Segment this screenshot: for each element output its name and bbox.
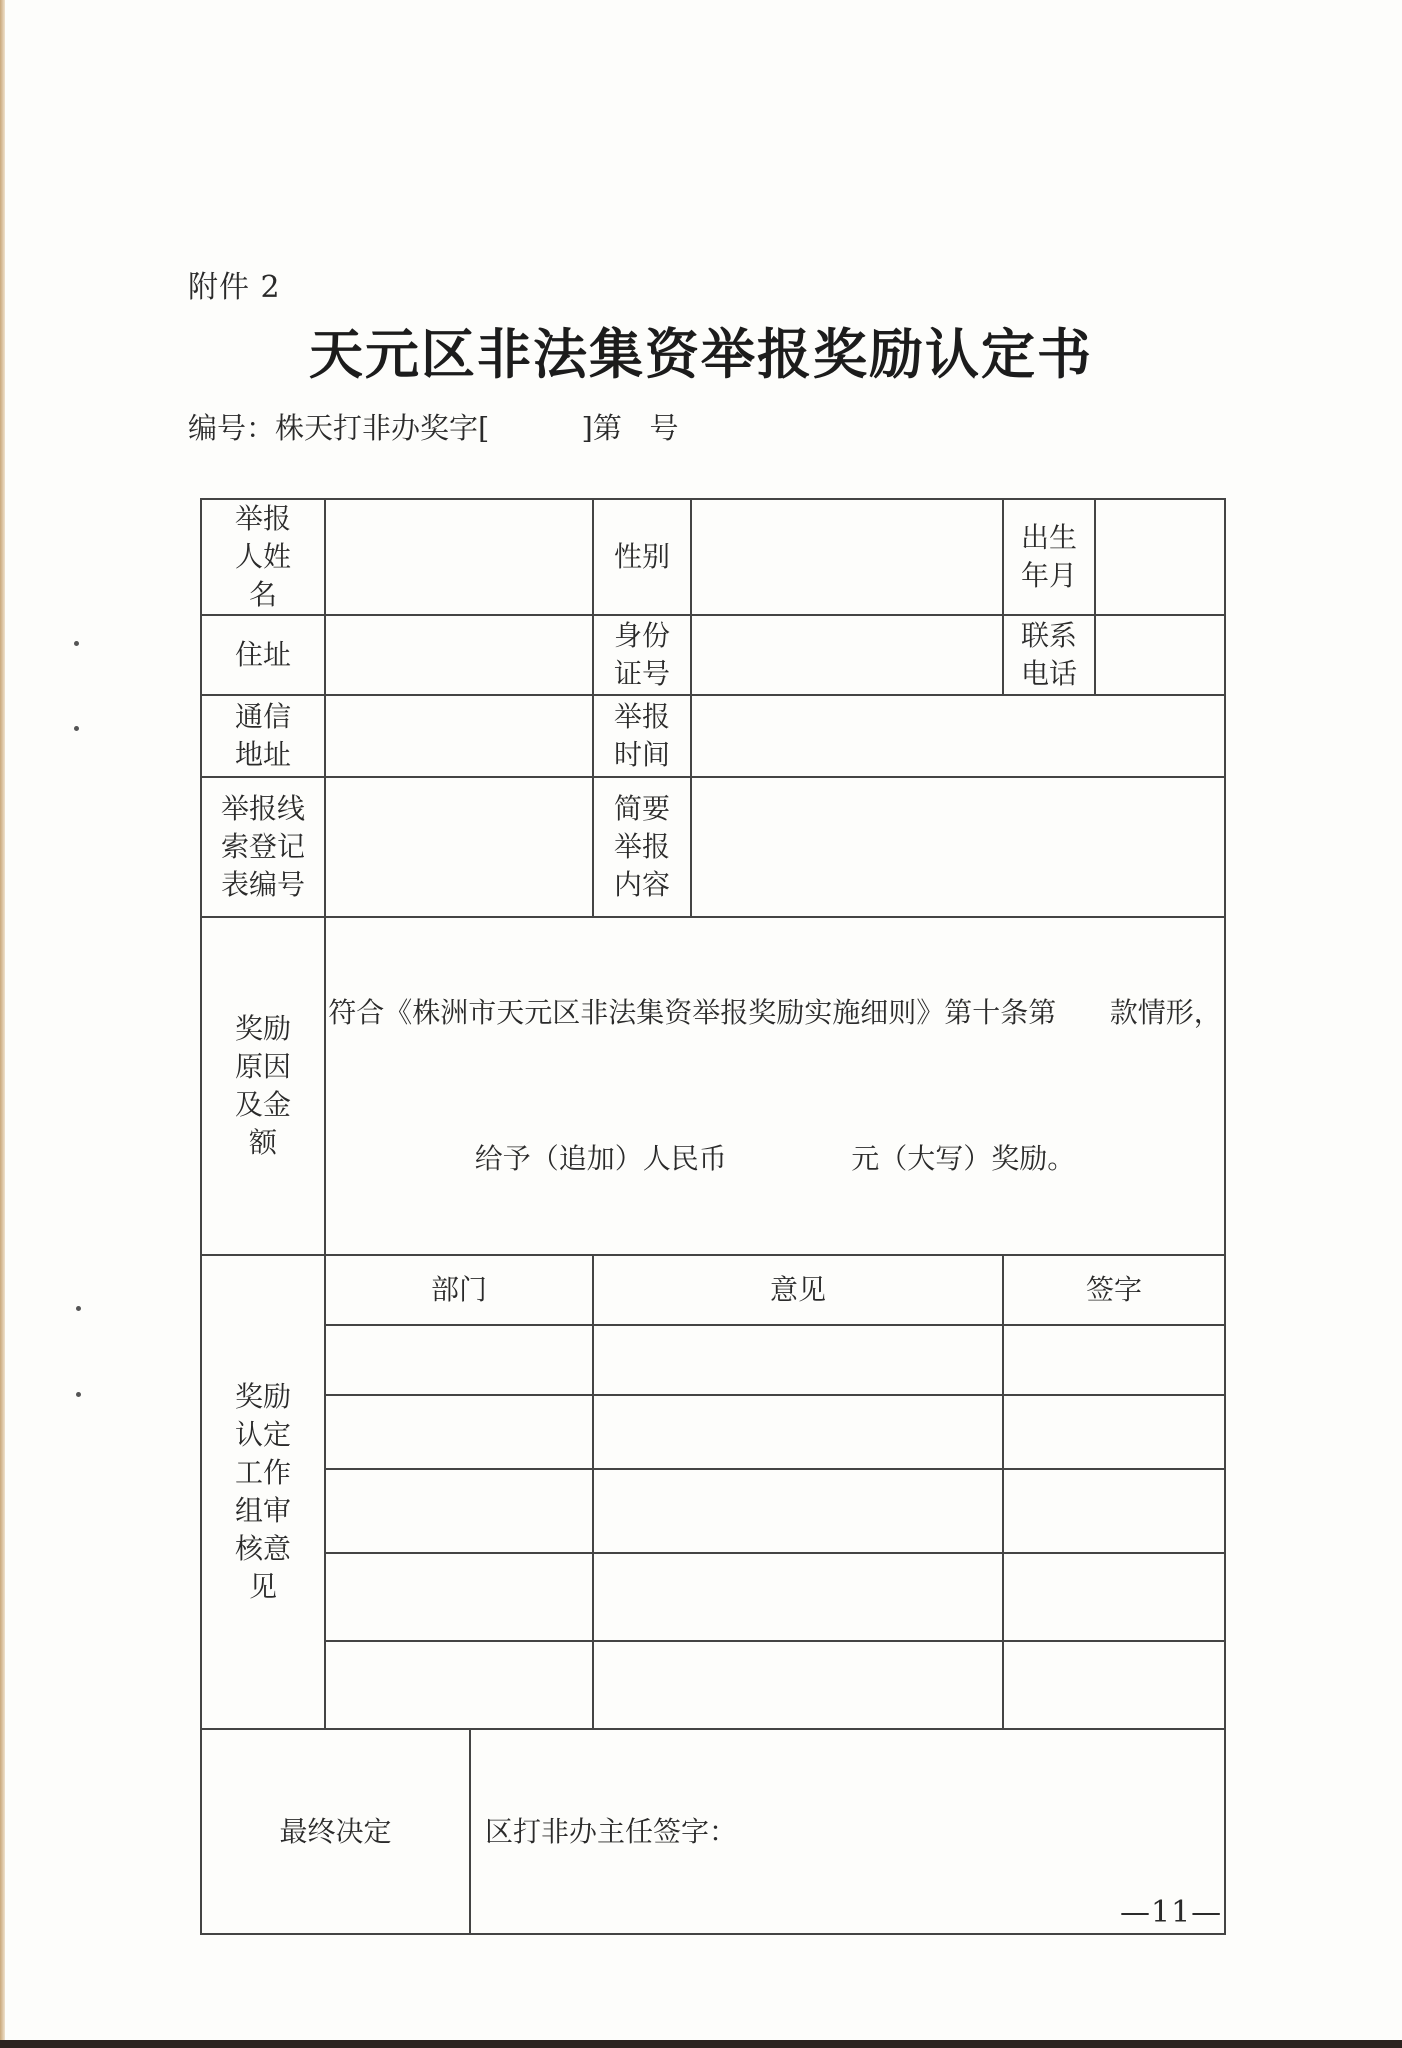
review-opinion-cell[interactable] <box>593 1641 1003 1729</box>
reward-reason-line2: 给予（追加）人民币 元（大写）奖励。 <box>474 1142 1076 1175</box>
scan-dot <box>76 1306 81 1311</box>
row-address <box>201 615 1225 695</box>
page-number: —11— <box>1120 1895 1223 1930</box>
review-department-cell[interactable] <box>325 1325 593 1395</box>
label-clue-number: 举报线索登记表编号 <box>201 777 325 917</box>
label-reward-reason: 奖励原因及金额 <box>201 917 325 1255</box>
director-signature-field[interactable]: 区打非办主任签字： <box>470 1729 1225 1934</box>
label-address: 住址 <box>201 615 325 695</box>
label-summary: 简要举报内容 <box>593 777 691 917</box>
review-opinion-cell[interactable] <box>593 1553 1003 1641</box>
header-opinion: 意见 <box>593 1255 1003 1325</box>
row-reporter <box>201 499 1225 615</box>
review-row <box>201 1325 1225 1395</box>
reward-form-table <box>200 498 1226 1935</box>
label-birth: 出生年月 <box>1003 499 1095 615</box>
reward-reason-line1: 符合《株洲市天元区非法集资举报奖励实施细则》第十条第 款情形， <box>328 996 1222 1029</box>
review-opinion-cell[interactable] <box>593 1325 1003 1395</box>
row-reward <box>201 917 1225 1255</box>
document-title: 天元区非法集资举报奖励认定书 <box>309 322 1093 386</box>
review-signature-cell[interactable] <box>1003 1469 1225 1553</box>
value-gender[interactable] <box>691 499 1003 615</box>
review-row <box>201 1553 1225 1641</box>
value-id-number[interactable] <box>691 615 1003 695</box>
serial-suffix: 号 <box>649 411 679 445</box>
header-department: 部门 <box>325 1255 593 1325</box>
label-review: 奖励认定工作组审核意见 <box>201 1255 325 1729</box>
scan-dot <box>74 726 79 731</box>
row-mail <box>201 695 1225 777</box>
review-department-cell[interactable] <box>325 1641 593 1729</box>
value-reporter-name[interactable] <box>325 499 593 615</box>
review-opinion-cell[interactable] <box>593 1469 1003 1553</box>
value-birth[interactable] <box>1095 499 1225 615</box>
scan-dot <box>76 1392 81 1397</box>
value-mail-address[interactable] <box>325 695 593 777</box>
serial-no-blank[interactable] <box>622 411 650 445</box>
attachment-label: 附件 2 <box>188 270 281 305</box>
label-phone: 联系电话 <box>1003 615 1095 695</box>
review-row <box>201 1395 1225 1469</box>
label-final-decision: 最终决定 <box>201 1729 470 1934</box>
row-final-decision <box>201 1729 1225 1934</box>
review-department-cell[interactable] <box>325 1469 593 1553</box>
review-signature-cell[interactable] <box>1003 1641 1225 1729</box>
review-signature-cell[interactable] <box>1003 1325 1225 1395</box>
page-bottom-edge <box>0 2040 1402 2048</box>
value-clue-number[interactable] <box>325 777 593 917</box>
value-report-time[interactable] <box>691 695 1225 777</box>
serial-number-line <box>188 406 679 447</box>
label-id-number: 身份证号 <box>593 615 691 695</box>
serial-year-blank[interactable] <box>489 411 581 445</box>
review-row <box>201 1469 1225 1553</box>
review-signature-cell[interactable] <box>1003 1553 1225 1641</box>
review-department-cell[interactable] <box>325 1395 593 1469</box>
row-review-header <box>201 1255 1225 1325</box>
value-summary[interactable] <box>691 777 1225 917</box>
scan-dot <box>74 641 79 646</box>
header-signature: 签字 <box>1003 1255 1225 1325</box>
label-reporter-name: 举报人姓名 <box>201 499 325 615</box>
label-gender: 性别 <box>593 499 691 615</box>
label-mail-address: 通信地址 <box>201 695 325 777</box>
page-edge <box>0 0 5 2048</box>
review-department-cell[interactable] <box>325 1553 593 1641</box>
row-clue <box>201 777 1225 917</box>
review-opinion-cell[interactable] <box>593 1395 1003 1469</box>
reward-reason-content <box>325 917 1225 1255</box>
serial-prefix: 编号：株天打非办奖字[ <box>188 411 490 445</box>
value-phone[interactable] <box>1095 615 1225 695</box>
review-row <box>201 1641 1225 1729</box>
serial-middle: ]第 <box>581 411 622 445</box>
review-signature-cell[interactable] <box>1003 1395 1225 1469</box>
value-address[interactable] <box>325 615 593 695</box>
label-report-time: 举报时间 <box>593 695 691 777</box>
